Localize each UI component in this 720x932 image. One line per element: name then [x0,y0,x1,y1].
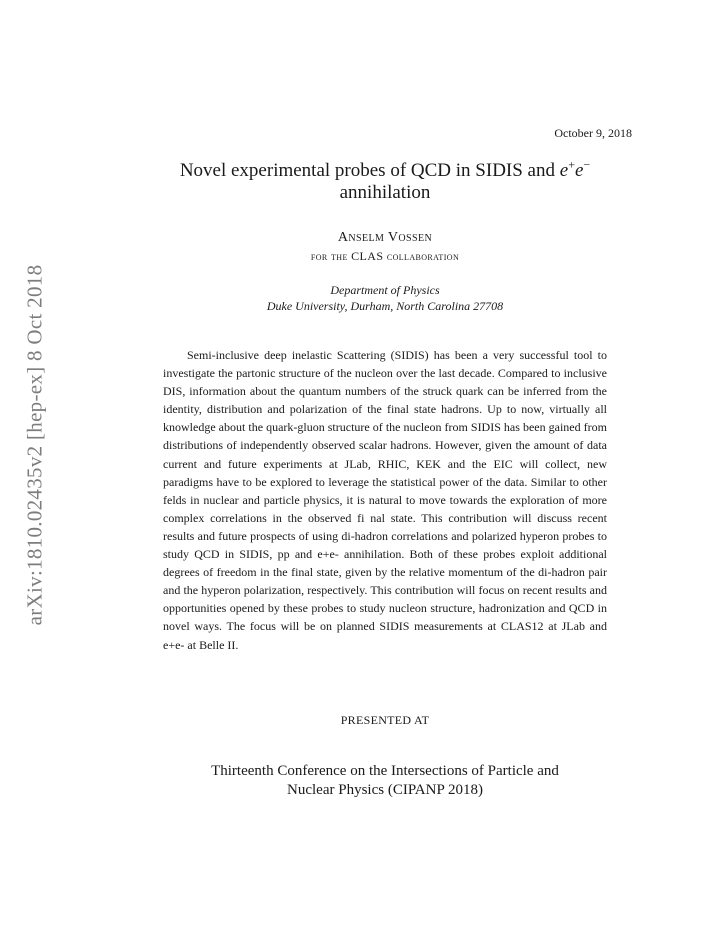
affiliation-institution: Duke University, Durham, North Carolina 27708 [266,299,504,313]
title-sup-plus: + [568,157,575,172]
affiliation-department: Department of Physics [330,283,440,297]
title-line2: annihilation [339,182,431,203]
presented-at: PRESENTED AT [340,713,430,727]
arxiv-identifier: arXiv:1810.02435v2 [hep-ex] 8 Oct 2018 [22,264,47,626]
title-e1: e [559,160,569,181]
collaboration-name: for the CLAS collaboration [310,249,460,263]
author-name: Anselm Vossen [337,230,433,245]
title-main: Novel experimental probes of QCD in SIDIS and [179,160,560,181]
abstract: Semi-inclusive deep inelastic Scattering (SIDIS) has been a very successful tool to investigate the partonic structure of the nucleon over the last decade. Compared to inclusive DIS, information about the quantum numbers of the struck quark can be inferred from the identity, distribution and polarization of the final state hadrons. Up to now, virtually all knowledge about the quark-gluon structure of the nucleon from SIDIS has been gained from distributions of independently observed scalar hadrons. However, given the amount of data current and future experiments at JLab, RHIC, KEK and the EIC will collect, new paradigms have to be explored to leverage the statistical power of the data. Similar to other felds in nuclear and particle physics, it is natural to move towards the exploration of more complex correlations in the observed fi nal state. This contribution will discuss recent results and future prospects of using di-hadron correlations and polarized hyperon probes to study QCD in SIDIS, pp and e+e- annihilation. Both of these probes exploit additional degrees of freedom in the final state, given by the relative momentum of the di-hadron pair and the hyperon polarization, respectively. This contribution will focus on recent results and opportunities opened by these probes to study nucleon structure, hadronization and QCD in novel ways. The focus will be on planned SIDIS measurements at CLAS12 at JLab and e+e- at Belle II. [163,348,607,652]
conference-name [150,762,620,800]
affiliation [150,282,620,314]
title-e2: e [574,160,584,181]
arxiv-stamp [14,255,56,635]
title-sup-minus: − [583,157,591,172]
conference-line2: Nuclear Physics (CIPANP 2018) [287,782,483,798]
paper-date: October 9, 2018 [554,126,632,140]
conference-line1: Thirteenth Conference on the Intersections of Particle and [211,763,559,779]
paper-title [150,157,620,204]
